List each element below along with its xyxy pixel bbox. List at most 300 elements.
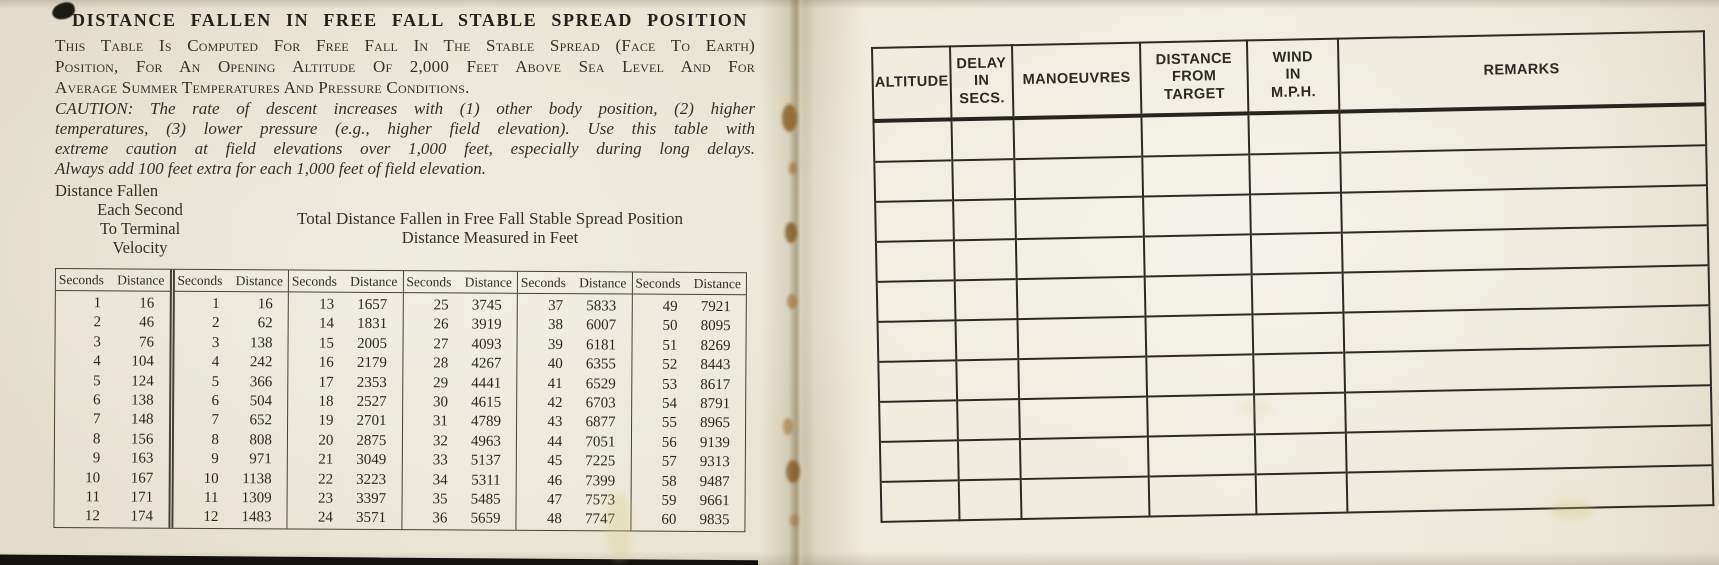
- log-cell-empty: [1253, 353, 1345, 395]
- seconds-value: 39: [547, 336, 563, 353]
- pair-header: [56, 269, 170, 292]
- caption-distance-fallen: Distance Fallen: [55, 181, 159, 200]
- table-row: [403, 316, 517, 336]
- seconds-value: 8: [211, 431, 219, 448]
- column-header-label: Seconds: [406, 274, 452, 290]
- table-row: [55, 352, 169, 372]
- seconds-value: 56: [661, 434, 677, 451]
- paper-discoloration: [1238, 400, 1272, 416]
- distance-value: 1657: [357, 296, 388, 314]
- seconds-value: 5: [211, 373, 220, 390]
- seconds-value: 6: [93, 392, 101, 409]
- table-row: [631, 472, 745, 492]
- seconds-value: 38: [548, 317, 564, 334]
- distance-value: 4615: [471, 394, 502, 411]
- log-cell-empty: [877, 280, 956, 322]
- table-row: [517, 374, 631, 394]
- seconds-value: 55: [661, 415, 678, 432]
- seconds-value: 49: [662, 298, 678, 315]
- distance-value: 104: [131, 353, 154, 370]
- log-cell-empty: [1146, 354, 1254, 396]
- table-row: [402, 471, 516, 491]
- log-cell-empty: [873, 119, 952, 162]
- table-row: [517, 394, 631, 414]
- column-header-distance-from-target: DISTANCE FROM TARGET: [1140, 40, 1248, 115]
- seconds-value: 58: [661, 473, 677, 490]
- free-fall-column-pair-1: [54, 269, 174, 528]
- table-row: [288, 354, 402, 374]
- left-page: [55, 8, 755, 528]
- distance-value: 1309: [241, 490, 272, 507]
- seconds-value: 46: [547, 472, 563, 489]
- table-row: [55, 469, 169, 489]
- seconds-value: 43: [547, 414, 563, 431]
- distance-value: 4963: [470, 433, 501, 450]
- distance-value: 3397: [356, 490, 387, 508]
- table-row: [55, 430, 169, 450]
- table-row: [631, 453, 745, 473]
- table-row: [55, 372, 169, 392]
- table-row: [174, 411, 288, 431]
- seconds-value: 12: [203, 509, 219, 526]
- caption-line: Total Distance Fallen in Free Fall Stable Spread Position: [297, 209, 683, 228]
- table-row: [55, 391, 169, 411]
- log-table-body: [873, 104, 1713, 522]
- table-row: [403, 393, 517, 413]
- log-cell-empty: [1250, 193, 1342, 235]
- distance-value: 156: [130, 431, 154, 448]
- distance-value: 9835: [699, 512, 730, 529]
- log-cell-empty: [1347, 465, 1714, 512]
- log-cell-empty: [1249, 153, 1341, 195]
- table-captions: [55, 181, 755, 257]
- seconds-value: 53: [662, 376, 678, 393]
- caption-line: Distance Measured in Feet: [401, 228, 579, 247]
- foxing-stain: [790, 514, 799, 527]
- distance-value: 4093: [471, 336, 502, 353]
- distance-value: 5485: [470, 491, 501, 508]
- paper-discoloration: [606, 492, 632, 562]
- log-cell-empty: [1017, 277, 1146, 320]
- log-cell-empty: [878, 320, 957, 362]
- distance-value: 4441: [471, 375, 502, 392]
- caution-line: temperatures, (3) lower pressure (e.g., higher field elevation). Use this table with: [55, 119, 755, 138]
- caution-line: CAUTION: The rate of descent increases with (1) other body position, (2) higher: [55, 99, 755, 118]
- distance-value: 8617: [700, 376, 731, 393]
- distance-value: 366: [249, 373, 273, 390]
- table-row: [55, 333, 169, 353]
- table-row: [403, 335, 517, 355]
- log-cell-empty: [957, 399, 1020, 440]
- log-cell-empty: [1021, 477, 1150, 520]
- log-cell-empty: [1142, 154, 1250, 196]
- table-row: [402, 510, 516, 530]
- table-row: [288, 412, 402, 432]
- table-row: [56, 294, 170, 314]
- seconds-value: 26: [433, 316, 449, 333]
- distance-value: 2701: [356, 413, 387, 430]
- seconds-value: 34: [432, 471, 448, 489]
- seconds-value: 28: [433, 355, 449, 372]
- seconds-value: 5: [93, 372, 101, 389]
- jump-log-table: [871, 30, 1714, 523]
- log-cell-empty: [1020, 437, 1149, 480]
- seconds-value: 24: [317, 510, 333, 527]
- free-fall-column-pair-2: [173, 270, 289, 529]
- table-row: [518, 316, 632, 336]
- distance-value: 174: [130, 508, 154, 526]
- log-cell-empty: [958, 439, 1021, 480]
- distance-value: 6703: [585, 395, 616, 412]
- log-cell-empty: [1252, 313, 1344, 355]
- log-cell-empty: [955, 279, 1018, 320]
- log-cell-empty: [1143, 194, 1251, 236]
- distance-value: 6007: [586, 317, 617, 334]
- table-row: [173, 489, 287, 509]
- table-row: [403, 374, 517, 394]
- table-row: [288, 373, 402, 393]
- table-row: [289, 295, 403, 315]
- table-row: [632, 336, 746, 356]
- seconds-value: 30: [433, 394, 449, 411]
- free-fall-column-pair-3: [287, 270, 403, 529]
- log-cell-empty: [1255, 433, 1347, 475]
- table-row: [631, 492, 745, 512]
- table-row: [631, 433, 745, 453]
- intro-line: Position, For An Opening Altitude Of 2,000 Feet Above Sea Level And For: [55, 57, 755, 76]
- column-header-label: Distance: [235, 273, 283, 289]
- table-row: [632, 375, 746, 395]
- seconds-value: 16: [318, 354, 334, 371]
- free-fall-table: [53, 268, 747, 532]
- seconds-value: 29: [433, 374, 449, 392]
- table-row: [632, 298, 746, 318]
- seconds-value: 4: [93, 353, 101, 370]
- log-cell-empty: [952, 159, 1015, 200]
- column-header-label: Distance: [350, 273, 398, 290]
- table-row: [632, 317, 746, 337]
- distance-value: 7921: [700, 298, 731, 316]
- distance-value: 124: [131, 373, 154, 390]
- distance-value: 2527: [356, 393, 387, 411]
- table-row: [288, 470, 402, 490]
- distance-value: 242: [249, 354, 273, 371]
- log-cell-empty: [880, 440, 959, 482]
- table-row: [174, 392, 288, 412]
- foxing-stain: [789, 162, 797, 175]
- seconds-value: 11: [85, 489, 101, 506]
- seconds-value: 14: [319, 316, 335, 333]
- distance-value: 1138: [242, 470, 272, 487]
- column-header-label: Seconds: [635, 275, 681, 291]
- log-cell-empty: [1014, 157, 1143, 200]
- log-cell-empty: [1148, 434, 1256, 476]
- table-row: [288, 431, 402, 451]
- seconds-value: 33: [432, 452, 448, 469]
- scan-edge-shadow: [0, 553, 758, 565]
- table-row: [288, 392, 402, 412]
- table-row: [55, 449, 169, 469]
- table-row: [174, 372, 288, 392]
- column-header-label: Seconds: [177, 272, 223, 289]
- log-cell-empty: [1252, 273, 1344, 315]
- caption-line: Velocity: [112, 238, 168, 257]
- distance-value: 7399: [585, 472, 616, 490]
- seconds-value: 10: [85, 469, 101, 486]
- log-cell-empty: [881, 480, 960, 522]
- pair-header: [289, 270, 403, 293]
- table-row: [174, 353, 288, 373]
- distance-value: 9139: [699, 434, 730, 451]
- seconds-value: 51: [662, 337, 678, 354]
- distance-value: 504: [249, 393, 273, 410]
- distance-value: 6181: [585, 337, 617, 354]
- distance-value: 138: [131, 392, 154, 409]
- free-fall-column-pair-4: [402, 271, 518, 530]
- seconds-value: 9: [92, 450, 101, 467]
- intro-paragraph: [55, 35, 755, 98]
- seconds-value: 35: [432, 491, 448, 508]
- foxing-stain: [783, 418, 793, 435]
- caption-each-second-column: [55, 200, 225, 257]
- distance-value: 6355: [585, 356, 616, 373]
- seconds-value: 48: [546, 511, 562, 528]
- log-cell-empty: [875, 200, 954, 242]
- log-cell-empty: [1019, 397, 1148, 440]
- table-row: [518, 297, 632, 317]
- distance-value: 1483: [241, 509, 272, 526]
- distance-value: 6529: [585, 375, 616, 393]
- log-cell-empty: [1013, 116, 1142, 160]
- seconds-value: 31: [432, 413, 449, 430]
- seconds-value: 42: [547, 395, 563, 412]
- distance-value: 7051: [585, 434, 616, 451]
- pair-header: [174, 270, 288, 293]
- pair-header: [403, 271, 517, 294]
- distance-value: 16: [257, 296, 273, 313]
- seconds-value: 59: [661, 492, 677, 509]
- foxing-stain: [786, 460, 800, 483]
- seconds-value: 57: [661, 453, 677, 471]
- seconds-value: 52: [662, 356, 678, 374]
- distance-value: 6877: [585, 414, 616, 431]
- column-header-manoeuvres: MANOEUVRES: [1012, 43, 1141, 119]
- table-row: [517, 336, 631, 356]
- seconds-value: 10: [203, 470, 219, 487]
- distance-value: 46: [139, 314, 155, 332]
- log-cell-empty: [874, 160, 953, 202]
- log-cell-empty: [879, 400, 958, 442]
- seconds-value: 9: [211, 451, 219, 468]
- seconds-value: 50: [662, 318, 678, 335]
- seconds-value: 23: [317, 490, 334, 507]
- column-header-label: Distance: [693, 275, 741, 292]
- table-row: [517, 355, 631, 375]
- table-row: [517, 452, 631, 472]
- distance-value: 2353: [356, 374, 387, 391]
- distance-value: 8095: [700, 318, 731, 335]
- log-cell-empty: [1251, 233, 1343, 275]
- seconds-value: 1: [212, 295, 220, 313]
- seconds-value: 25: [433, 297, 449, 314]
- seconds-value: 2: [212, 315, 220, 332]
- caution-line: extreme caution at field elevations over 1,000 feet, especially during long delays.: [55, 139, 755, 158]
- distance-value: 62: [257, 315, 273, 332]
- table-row: [55, 488, 169, 508]
- caption-total-distance: [225, 200, 755, 247]
- column-header-label: Seconds: [291, 273, 337, 289]
- seconds-value: 6: [211, 392, 220, 410]
- distance-value: 5311: [471, 472, 501, 489]
- distance-value: 8965: [700, 415, 731, 432]
- table-row: [173, 431, 287, 451]
- table-row: [288, 489, 402, 509]
- table-row: [402, 432, 516, 452]
- log-cell-empty: [959, 479, 1022, 520]
- distance-value: 2005: [356, 335, 388, 352]
- log-cell-empty: [1017, 317, 1146, 360]
- distance-value: 5137: [470, 452, 501, 469]
- log-cell-empty: [956, 359, 1019, 400]
- seconds-value: 36: [432, 510, 448, 527]
- distance-value: 808: [249, 432, 273, 449]
- free-fall-column-pair-5: [516, 272, 632, 531]
- log-cell-empty: [956, 319, 1019, 360]
- distance-value: 9313: [699, 454, 730, 471]
- table-row: [54, 507, 168, 527]
- seconds-value: 27: [433, 336, 449, 353]
- distance-value: 76: [138, 334, 155, 351]
- distance-value: 171: [130, 489, 154, 506]
- distance-value: 2179: [356, 355, 387, 372]
- distance-value: 8443: [700, 357, 731, 374]
- caption-line: To Terminal: [99, 219, 181, 238]
- table-row: [174, 314, 288, 334]
- table-row: [517, 413, 631, 433]
- caution-paragraph: [55, 99, 755, 179]
- distance-value: 4789: [471, 413, 502, 431]
- log-cell-empty: [951, 118, 1014, 160]
- column-header-remarks: REMARKS: [1338, 31, 1705, 111]
- log-cell-empty: [1145, 314, 1253, 356]
- table-row: [403, 296, 517, 316]
- pair-header: [518, 272, 632, 295]
- paper-discoloration: [1550, 500, 1594, 520]
- distance-value: 3919: [471, 316, 502, 334]
- log-cell-empty: [954, 239, 1017, 280]
- pair-header: [632, 273, 746, 296]
- table-row: [288, 334, 402, 354]
- distance-value: 8269: [700, 337, 731, 354]
- page-title: DISTANCE FALLEN IN FREE FALL STABLE SPREAD POSITION: [72, 10, 748, 30]
- distance-value: 971: [249, 451, 272, 468]
- column-header-wind: WIND IN M.P.H.: [1247, 39, 1339, 114]
- distance-value: 5833: [586, 298, 617, 315]
- column-header-label: Distance: [117, 272, 165, 288]
- seconds-value: 13: [319, 296, 335, 313]
- right-page: [805, 0, 1719, 565]
- distance-value: 3049: [356, 452, 387, 469]
- column-header-label: Distance: [464, 274, 512, 290]
- seconds-value: 7: [92, 411, 101, 428]
- table-row: [173, 450, 287, 470]
- distance-value: 3571: [355, 510, 387, 527]
- foxing-stain: [785, 222, 797, 243]
- seconds-value: 40: [547, 356, 563, 373]
- distance-value: 1831: [357, 316, 388, 333]
- caption-line: Each Second: [97, 200, 183, 219]
- table-row: [174, 334, 288, 354]
- seconds-value: 15: [318, 335, 334, 352]
- distance-value: 652: [249, 412, 273, 429]
- table-row: [517, 471, 631, 491]
- seconds-value: 54: [662, 395, 678, 412]
- table-row: [403, 413, 517, 433]
- foxing-stain: [782, 104, 797, 132]
- seconds-value: 18: [318, 393, 334, 410]
- seconds-value: 20: [318, 432, 334, 449]
- distance-value: 163: [130, 450, 154, 467]
- distance-value: 8791: [700, 395, 731, 413]
- column-header-label: Distance: [579, 275, 627, 291]
- table-row: [173, 469, 287, 489]
- log-cell-empty: [1145, 274, 1253, 316]
- log-cell-empty: [1018, 357, 1147, 400]
- caution-line: Always add 100 feet extra for each 1,000 feet of field elevation.: [55, 159, 487, 178]
- distance-value: 9661: [699, 493, 730, 510]
- seconds-value: 4: [211, 354, 220, 371]
- seconds-value: 21: [318, 451, 334, 468]
- seconds-value: 12: [84, 508, 100, 525]
- table-row: [631, 511, 745, 531]
- table-row: [173, 508, 287, 528]
- seconds-value: 22: [318, 471, 334, 488]
- seconds-value: 17: [318, 374, 334, 391]
- seconds-value: 44: [547, 433, 563, 450]
- table-row: [288, 451, 402, 471]
- seconds-value: 2: [93, 314, 102, 331]
- log-cell-empty: [878, 360, 957, 402]
- distance-value: 4267: [471, 355, 502, 372]
- column-header-delay: DELAY IN SECS.: [950, 45, 1013, 119]
- distance-value: 7747: [584, 511, 616, 528]
- distance-value: 5659: [470, 511, 501, 528]
- distance-value: 7225: [585, 453, 616, 470]
- table-row: [56, 313, 170, 333]
- table-row: [632, 414, 746, 434]
- seconds-value: 60: [661, 512, 677, 529]
- distance-value: 148: [131, 411, 154, 429]
- seconds-value: 19: [318, 413, 334, 430]
- seconds-value: 1: [93, 295, 102, 312]
- log-cell-empty: [1141, 113, 1249, 156]
- log-cell-empty: [953, 199, 1016, 240]
- log-cell-empty: [1248, 112, 1340, 155]
- distance-value: 3745: [471, 297, 502, 314]
- distance-value: 16: [139, 295, 155, 312]
- column-header-label: Seconds: [58, 272, 104, 288]
- seconds-value: 8: [92, 431, 101, 448]
- seconds-value: 45: [547, 453, 563, 470]
- table-row: [55, 410, 169, 430]
- table-row: [174, 295, 288, 315]
- log-cell-empty: [876, 240, 955, 282]
- log-cell-empty: [1016, 237, 1145, 280]
- distance-value: 9487: [699, 473, 730, 490]
- distance-value: 167: [130, 470, 154, 487]
- table-row: [402, 490, 516, 510]
- column-header-label: Seconds: [520, 274, 566, 291]
